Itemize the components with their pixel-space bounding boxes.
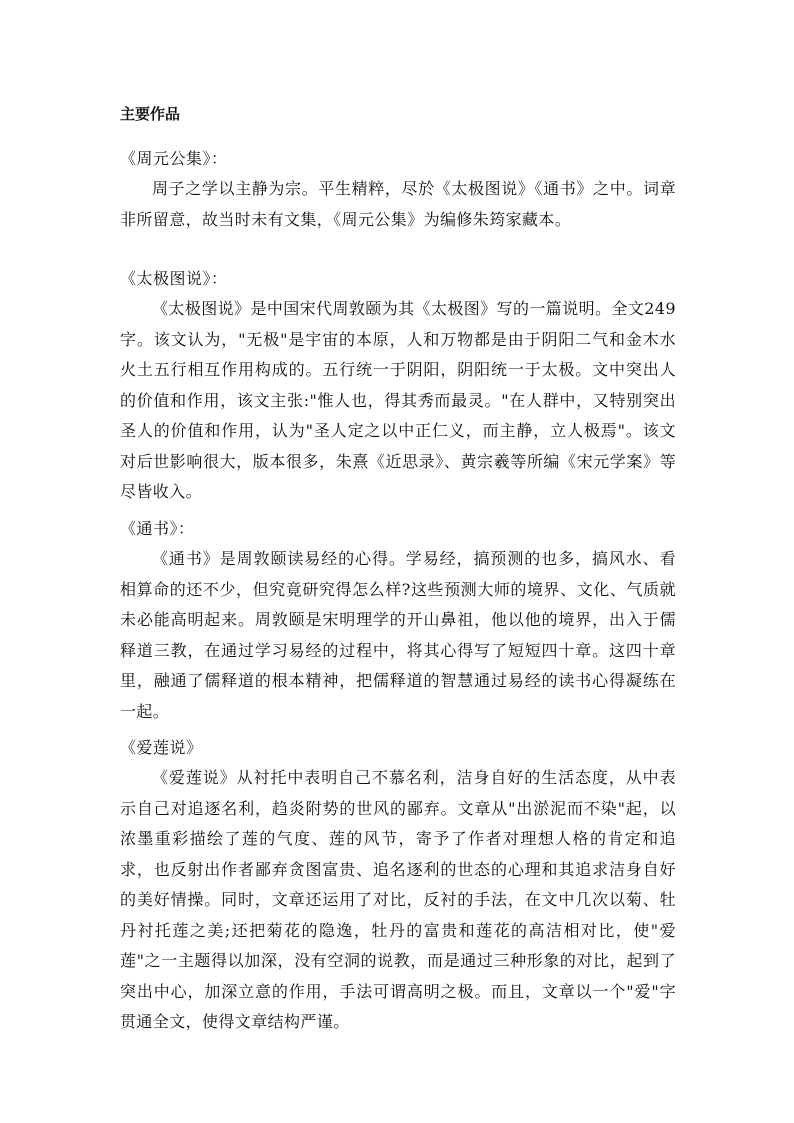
section-zhou-yuan-gong-ji (120, 148, 676, 235)
section-ai-lian-shuo (120, 737, 676, 1038)
section-body: 《通书》是周敦颐读易经的心得。学易经，搞预测的也多，搞风水、看相算命的还不少，但究竟研究得怎么样?这些预测大师的境界、文化、气质就未必能高明起来。周敦颐是宋明理学的开山鼻祖，他以他的境界，出入于儒释道三教，在通过学习易经的过程中，将其心得写了短短四十章。这四十章里，融通了儒释道的根本精神，把儒释道的智慧通过易经的读书心得凝练在一起。 (120, 549, 676, 721)
section-body: 周子之学以主静为宗。平生精粹，尽於《太极图说》《通书》之中。词章非所留意，故当时未有文集，《周元公集》为编修朱筠家藏本。 (120, 179, 676, 229)
document-title: 主要作品 (120, 105, 181, 123)
section-heading: 《通书》： (120, 519, 195, 538)
section-heading: 《周元公集》： (120, 149, 228, 168)
section-body: 《太极图说》是中国宋代周敦颐为其《太极图》写的一篇说明。全文249字。该文认为，"无极"是宇宙的本原，人和万物都是由于阴阳二气和金木水火土五行相互作用构成的。五行统一于阴阳，阴阳统一于太极。文中突出人的价值和作用，该文主张:"惟人也，得其秀而最灵。"在人群中，又特别突出圣人的价值和作用，认为"圣人定之以中正仁义，而主静，立人极焉"。该文对后世影响很大，版本很多，朱熹《近思录》、黄宗羲等所编《宋元学案》等尽皆收入。 (120, 299, 676, 501)
section-heading: 《爱莲说》 (120, 738, 203, 757)
section-body: 《爱莲说》从衬托中表明自己不慕名利，洁身自好的生活态度，从中表示自己对追逐名利，趋炎附势的世风的鄙弃。文章从"出淤泥而不染"起，以浓墨重彩描绘了莲的气度、莲的风节，寄予了作者对理想人格的肯定和追求，也反射出作者鄙弃贪图富贵、追名逐利的世态的心理和其追求洁身自好的美好情操。同时，文章还运用了对比，反衬的手法，在文中几次以菊、牡丹衬托莲之美;还把菊花的隐逸，牡丹的富贵和莲花的高洁相对比，使"爱莲"之一主题得以加深，没有空洞的说教，而是通过三种形象的对比，起到了突出中心，加深立意的作用，手法可谓高明之极。而且，文章以一个"爱"字贯通全文，使得文章结构严谨。 (120, 768, 676, 1031)
section-tai-ji-tu-shuo (120, 268, 676, 508)
section-tong-shu (120, 518, 676, 727)
section-heading: 《太极图说》： (120, 269, 228, 288)
